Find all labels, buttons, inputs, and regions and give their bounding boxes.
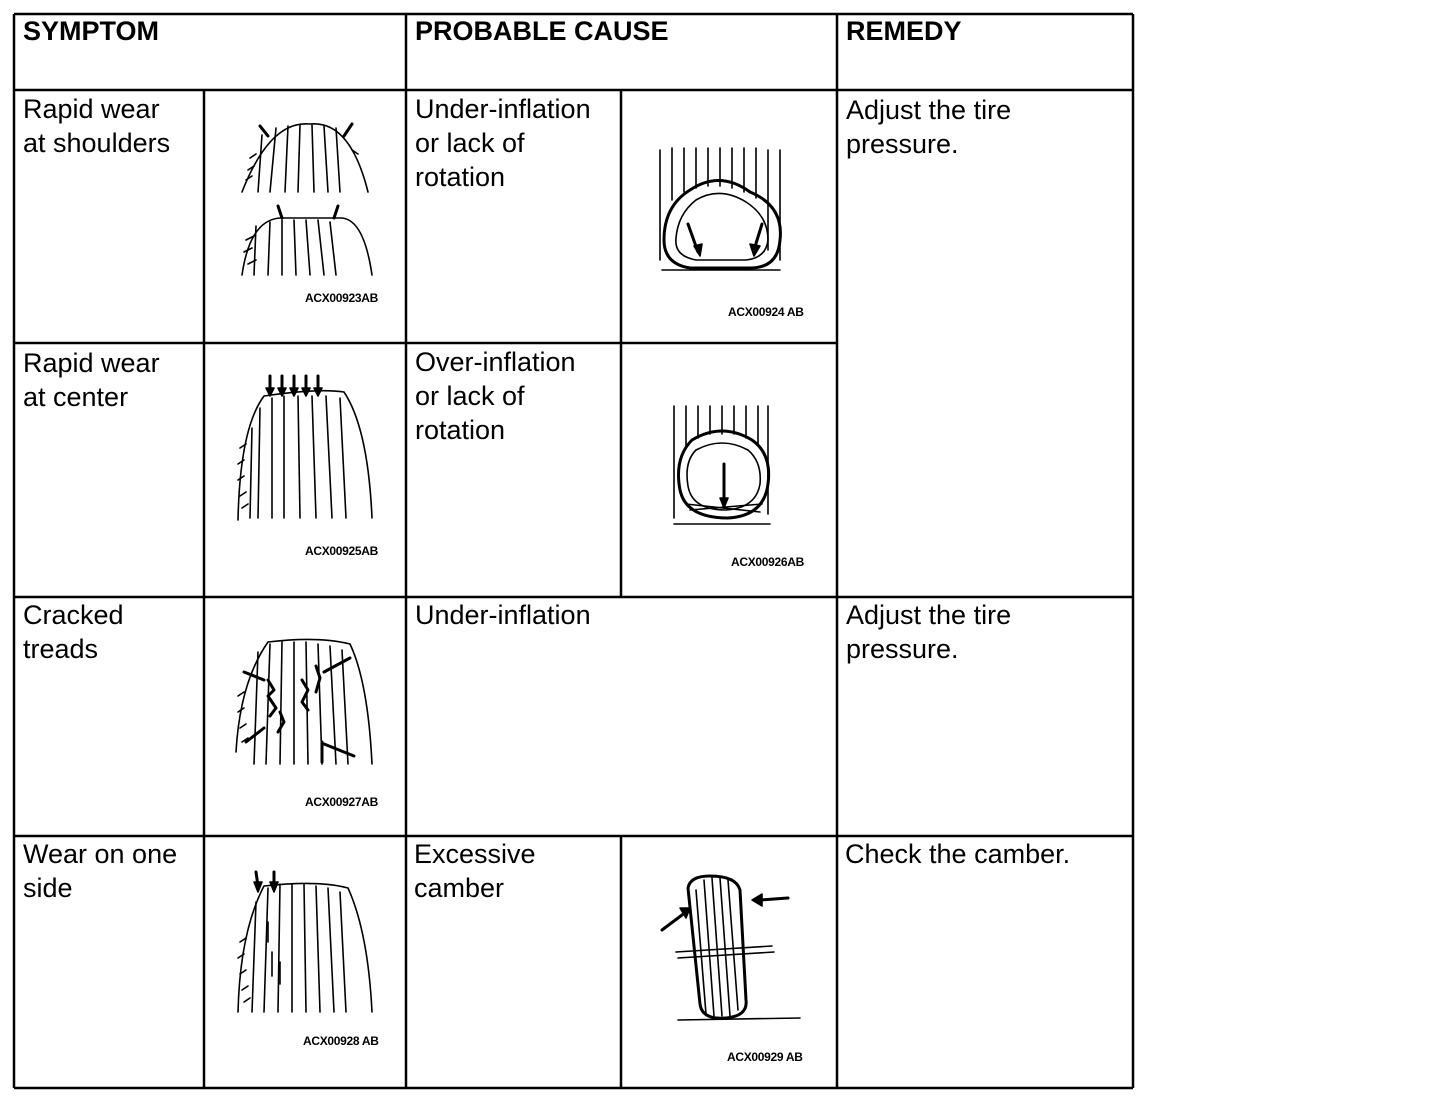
tire-camber-front-view-figure (656, 870, 806, 1030)
header-probable-cause: PROBABLE CAUSE (415, 16, 669, 46)
figure-code: ACX00929 AB (727, 1050, 803, 1064)
cause-text-excessive-camber: Excessive camber (414, 839, 536, 903)
remedy-text-check-camber: Check the camber. (845, 839, 1071, 869)
header-symptom: SYMPTOM (23, 16, 160, 46)
tire-tread-one-side-wear-figure (228, 872, 388, 1022)
remedy-text-adjust-pressure-2: Adjust the tire pressure. (846, 600, 1012, 664)
tire-cross-section-over-inflated-figure (666, 398, 816, 538)
symptom-text-one-side: Wear on one side (23, 839, 178, 903)
tire-tread-shoulder-wear-figure (230, 110, 390, 290)
tire-tread-cracked-figure (228, 632, 388, 772)
figure-code: ACX00928 AB (303, 1034, 379, 1048)
figure-code: ACX00925AB (305, 544, 379, 558)
figure-code: ACX00927AB (305, 795, 379, 809)
symptom-text-shoulders: Rapid wear at shoulders (23, 94, 171, 158)
tire-tread-center-wear-figure (228, 368, 388, 538)
cause-text-over-inflation: Over-inflation or lack of rotation (415, 347, 576, 445)
header-remedy: REMEDY (846, 16, 962, 46)
figure-code: ACX00923AB (305, 291, 379, 305)
remedy-text-adjust-pressure: Adjust the tire pressure. (846, 95, 1012, 159)
tire-cross-section-under-inflated-figure (650, 140, 800, 290)
cause-text-under-inflation: Under-inflation or lack of rotation (415, 94, 591, 192)
figure-code: ACX00926AB (731, 555, 805, 569)
cause-text-under-inflation-2: Under-inflation (415, 600, 591, 630)
figure-code: ACX00924 AB (728, 305, 804, 319)
symptom-text-cracked: Cracked treads (23, 600, 124, 664)
symptom-text-center: Rapid wear at center (23, 348, 160, 412)
